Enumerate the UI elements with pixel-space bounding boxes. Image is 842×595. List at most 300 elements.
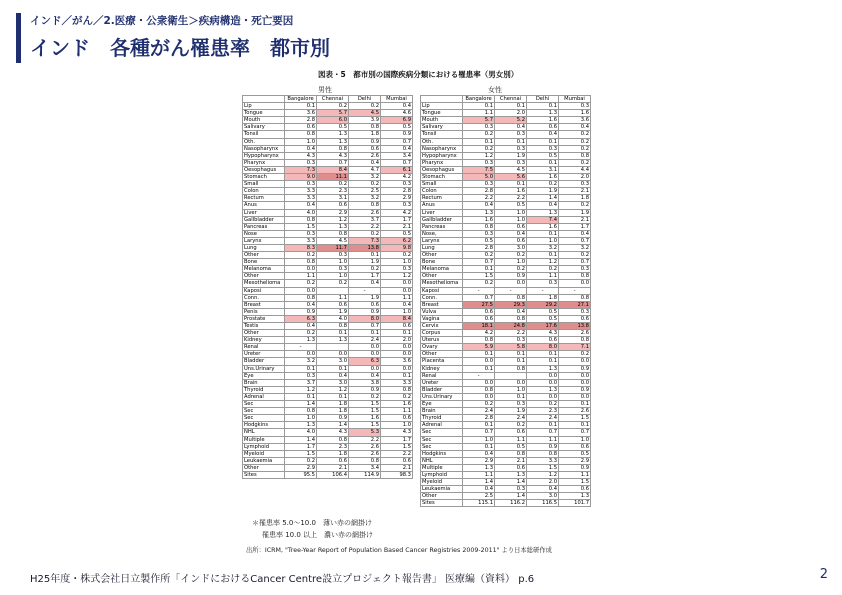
value-cell: 0.1 xyxy=(349,330,381,337)
value-cell: 0.4 xyxy=(285,323,317,330)
value-cell: 0.7 xyxy=(349,323,381,330)
value-cell: 1.6 xyxy=(381,401,413,408)
value-cell: 1.9 xyxy=(495,408,527,415)
value-cell: 3.4 xyxy=(349,464,381,471)
value-cell: 0.3 xyxy=(463,230,495,237)
table-row xyxy=(421,471,591,478)
site-cell: Pancreas xyxy=(421,223,463,230)
column-header: Mumbai xyxy=(381,96,413,103)
site-cell: Other xyxy=(243,252,285,259)
value-cell: 3.9 xyxy=(349,117,381,124)
value-cell: 0.8 xyxy=(317,323,349,330)
value-cell: 13.8 xyxy=(349,244,381,251)
site-cell: NHL xyxy=(421,457,463,464)
value-cell: 4.2 xyxy=(381,209,413,216)
value-cell: 4.3 xyxy=(317,429,349,436)
value-cell: 0.6 xyxy=(527,124,559,131)
value-cell: 0.9 xyxy=(559,464,591,471)
value-cell: 5.3 xyxy=(349,429,381,436)
value-cell: 1.8 xyxy=(559,195,591,202)
value-cell: 13.8 xyxy=(559,323,591,330)
value-cell: 1.0 xyxy=(495,259,527,266)
table-row xyxy=(421,230,591,237)
value-cell: 2.6 xyxy=(349,443,381,450)
site-cell: Nasopharynx xyxy=(243,145,285,152)
value-cell: 0.6 xyxy=(381,415,413,422)
site-cell: Melanoma xyxy=(243,266,285,273)
value-cell: 2.8 xyxy=(381,188,413,195)
site-cell: Small xyxy=(243,181,285,188)
value-cell: 0.2 xyxy=(381,252,413,259)
column-header: Delhi xyxy=(349,96,381,103)
site-cell: Other xyxy=(243,330,285,337)
value-cell: 3.6 xyxy=(285,110,317,117)
value-cell: 0.3 xyxy=(463,124,495,131)
table-row xyxy=(243,457,413,464)
value-cell: 5.6 xyxy=(495,174,527,181)
value-cell: 0.6 xyxy=(495,223,527,230)
value-cell: 0.2 xyxy=(559,252,591,259)
value-cell: 0.8 xyxy=(285,294,317,301)
value-cell: 0.1 xyxy=(463,351,495,358)
value-cell: 0.8 xyxy=(285,216,317,223)
value-cell: 0.3 xyxy=(527,280,559,287)
value-cell: 3.3 xyxy=(381,379,413,386)
value-cell: 1.5 xyxy=(527,464,559,471)
value-cell: 0.5 xyxy=(317,124,349,131)
table-row xyxy=(421,202,591,209)
column-header: Bangalore xyxy=(463,96,495,103)
value-cell: 0.4 xyxy=(285,301,317,308)
value-cell: 1.3 xyxy=(317,138,349,145)
table-row xyxy=(421,237,591,244)
table-row xyxy=(243,237,413,244)
value-cell: 0.3 xyxy=(559,181,591,188)
value-cell: 1.3 xyxy=(559,493,591,500)
value-cell: 0.6 xyxy=(381,323,413,330)
value-cell: 3.2 xyxy=(527,244,559,251)
value-cell: 0.3 xyxy=(381,181,413,188)
value-cell: 0.0 xyxy=(463,358,495,365)
value-cell: 0.7 xyxy=(527,429,559,436)
table-row xyxy=(421,174,591,181)
site-cell: Lung xyxy=(421,244,463,251)
value-cell: 0.4 xyxy=(495,308,527,315)
value-cell: 0.0 xyxy=(527,379,559,386)
table-row xyxy=(243,252,413,259)
value-cell: 1.6 xyxy=(463,216,495,223)
source-note: 出所：ICRM, "Tree-Year Report of Population Based Cancer Registries 2009-2011" より日本総研作成 xyxy=(246,547,552,554)
value-cell: 7.3 xyxy=(285,166,317,173)
value-cell: 1.8 xyxy=(317,401,349,408)
value-cell: 0.0 xyxy=(559,393,591,400)
site-cell: Uns.Urinary xyxy=(243,365,285,372)
table-row xyxy=(421,429,591,436)
value-cell: 4.5 xyxy=(317,237,349,244)
value-cell: 1.6 xyxy=(527,174,559,181)
value-cell: 0.2 xyxy=(463,252,495,259)
value-cell: 0.0 xyxy=(349,351,381,358)
value-cell: 0.8 xyxy=(495,365,527,372)
value-cell: 0.5 xyxy=(495,443,527,450)
value-cell: 0.0 xyxy=(381,351,413,358)
value-cell: 0.6 xyxy=(317,301,349,308)
value-cell: 8.0 xyxy=(527,344,559,351)
value-cell: 0.2 xyxy=(317,103,349,110)
value-cell: 1.7 xyxy=(381,216,413,223)
value-cell: 0.2 xyxy=(349,393,381,400)
value-cell: 1.0 xyxy=(317,259,349,266)
site-cell: Stomach xyxy=(243,174,285,181)
value-cell: 0.0 xyxy=(317,351,349,358)
value-cell: - xyxy=(495,287,527,294)
value-cell: 2.0 xyxy=(381,337,413,344)
site-cell: Adrenal xyxy=(421,422,463,429)
value-cell: 0.8 xyxy=(317,436,349,443)
value-cell: 0.2 xyxy=(527,401,559,408)
value-cell: 114.9 xyxy=(349,471,381,478)
table-row xyxy=(421,443,591,450)
table-row xyxy=(421,386,591,393)
value-cell: 0.6 xyxy=(381,457,413,464)
table-row xyxy=(243,323,413,330)
value-cell: 0.8 xyxy=(349,124,381,131)
table-row xyxy=(243,401,413,408)
site-cell: Nasopharynx xyxy=(421,145,463,152)
value-cell: 0.7 xyxy=(317,159,349,166)
value-cell: 4.0 xyxy=(285,429,317,436)
table-row xyxy=(421,323,591,330)
value-cell: 0.3 xyxy=(559,266,591,273)
value-cell: 0.9 xyxy=(381,131,413,138)
value-cell: 0.6 xyxy=(527,337,559,344)
value-cell: 4.7 xyxy=(349,166,381,173)
site-cell: Renal xyxy=(243,344,285,351)
site-cell: Colon xyxy=(421,188,463,195)
value-cell: 1.2 xyxy=(527,471,559,478)
table-row xyxy=(243,117,413,124)
value-cell: 1.3 xyxy=(527,365,559,372)
site-cell: Liver xyxy=(243,209,285,216)
site-cell: Rectum xyxy=(243,195,285,202)
value-cell: 0.1 xyxy=(381,372,413,379)
table-row xyxy=(243,422,413,429)
value-cell: 3.8 xyxy=(349,379,381,386)
site-cell: Pancreas xyxy=(243,223,285,230)
value-cell: 0.8 xyxy=(559,152,591,159)
table-row xyxy=(421,408,591,415)
site-cell: Lip xyxy=(421,103,463,110)
value-cell: 0.8 xyxy=(463,337,495,344)
table-row xyxy=(421,117,591,124)
site-cell: Breast xyxy=(243,301,285,308)
value-cell: 0.1 xyxy=(285,365,317,372)
value-cell: 0.4 xyxy=(559,124,591,131)
value-cell: 0.2 xyxy=(349,181,381,188)
value-cell: 0.1 xyxy=(317,365,349,372)
breadcrumb: インド／がん／2.医療・公衆衛生＞疾病構造・死亡要因 xyxy=(30,15,294,27)
table-row xyxy=(421,393,591,400)
site-cell: Kaposi xyxy=(421,287,463,294)
table-row xyxy=(421,103,591,110)
value-cell: - xyxy=(559,287,591,294)
site-cell: Hodgkins xyxy=(243,422,285,429)
value-cell: 2.0 xyxy=(527,479,559,486)
value-cell: 6.1 xyxy=(381,166,413,173)
table-row xyxy=(243,386,413,393)
value-cell: 3.1 xyxy=(317,195,349,202)
table-row xyxy=(421,252,591,259)
value-cell: 0.4 xyxy=(463,486,495,493)
table-row xyxy=(421,450,591,457)
table-row xyxy=(421,145,591,152)
value-cell: 0.9 xyxy=(527,443,559,450)
value-cell: 0.8 xyxy=(559,337,591,344)
table-row xyxy=(421,422,591,429)
value-cell: 2.4 xyxy=(495,415,527,422)
table-row xyxy=(421,259,591,266)
site-cell: Ureter xyxy=(421,379,463,386)
value-cell: 2.5 xyxy=(349,188,381,195)
value-cell: 0.8 xyxy=(285,131,317,138)
value-cell: 1.5 xyxy=(285,450,317,457)
site-cell: NHL xyxy=(243,429,285,436)
table-row xyxy=(243,464,413,471)
value-cell: 0.5 xyxy=(559,450,591,457)
site-cell: Corpus xyxy=(421,330,463,337)
value-cell: 2.4 xyxy=(527,415,559,422)
value-cell: 0.3 xyxy=(285,230,317,237)
value-cell: 0.1 xyxy=(495,358,527,365)
page-title: インド 各種がん罹患率 都市別 xyxy=(30,36,330,60)
value-cell: 1.0 xyxy=(495,386,527,393)
value-cell: 3.3 xyxy=(285,188,317,195)
value-cell: 0.4 xyxy=(349,159,381,166)
value-cell: 116.5 xyxy=(527,500,559,507)
value-cell: 0.6 xyxy=(495,429,527,436)
value-cell: 106.4 xyxy=(317,471,349,478)
value-cell: 0.8 xyxy=(349,202,381,209)
value-cell: 0.9 xyxy=(349,138,381,145)
value-cell: 0.2 xyxy=(285,252,317,259)
site-cell: Salivary xyxy=(421,124,463,131)
value-cell: 0.6 xyxy=(463,308,495,315)
value-cell: 3.2 xyxy=(349,195,381,202)
value-cell: 95.5 xyxy=(285,471,317,478)
value-cell: 0.2 xyxy=(463,145,495,152)
site-cell: Mouth xyxy=(243,117,285,124)
value-cell: 0.2 xyxy=(559,138,591,145)
value-cell: 1.1 xyxy=(381,408,413,415)
value-cell: 0.0 xyxy=(463,379,495,386)
value-cell: 0.6 xyxy=(285,124,317,131)
column-header xyxy=(421,96,463,103)
value-cell: 17.6 xyxy=(527,323,559,330)
value-cell: 3.3 xyxy=(285,195,317,202)
value-cell: 0.1 xyxy=(495,138,527,145)
value-cell: 4.3 xyxy=(317,152,349,159)
table-row xyxy=(243,351,413,358)
table-row xyxy=(421,138,591,145)
value-cell: 7.1 xyxy=(559,344,591,351)
table-header-row xyxy=(421,96,591,103)
site-cell: Breast xyxy=(421,301,463,308)
value-cell: 2.6 xyxy=(349,152,381,159)
value-cell: 2.6 xyxy=(349,450,381,457)
site-cell: Larynx xyxy=(243,237,285,244)
value-cell: 0.8 xyxy=(317,145,349,152)
value-cell: 11.1 xyxy=(317,174,349,181)
column-header xyxy=(243,96,285,103)
value-cell: 0.4 xyxy=(527,486,559,493)
value-cell: - xyxy=(527,287,559,294)
site-cell: Salivary xyxy=(243,124,285,131)
value-cell: 5.7 xyxy=(463,117,495,124)
value-cell: 1.3 xyxy=(317,131,349,138)
site-cell: Ureter xyxy=(243,351,285,358)
value-cell: 2.4 xyxy=(463,408,495,415)
table-row xyxy=(421,344,591,351)
site-cell: Kidney xyxy=(421,365,463,372)
value-cell: 0.0 xyxy=(381,287,413,294)
column-header: Bangalore xyxy=(285,96,317,103)
value-cell: 2.3 xyxy=(317,188,349,195)
value-cell: 0.2 xyxy=(349,103,381,110)
value-cell: 0.9 xyxy=(285,308,317,315)
value-cell: 0.0 xyxy=(285,351,317,358)
male-label: 男性 xyxy=(318,86,332,94)
table-row xyxy=(243,195,413,202)
value-cell: 1.2 xyxy=(285,386,317,393)
site-cell: Oth. xyxy=(421,138,463,145)
value-cell: 0.0 xyxy=(381,280,413,287)
value-cell: 8.4 xyxy=(381,315,413,322)
value-cell: 0.7 xyxy=(463,429,495,436)
value-cell: 2.2 xyxy=(495,330,527,337)
site-cell: Mesothelioma xyxy=(243,280,285,287)
value-cell: 0.1 xyxy=(463,266,495,273)
site-cell: Oth. xyxy=(243,138,285,145)
site-cell: Other xyxy=(421,252,463,259)
value-cell: 0.3 xyxy=(381,202,413,209)
table-row xyxy=(421,457,591,464)
value-cell: 0.3 xyxy=(495,159,527,166)
value-cell: 0.3 xyxy=(495,401,527,408)
value-cell: 0.2 xyxy=(495,266,527,273)
table-row xyxy=(421,244,591,251)
value-cell: 5.9 xyxy=(463,344,495,351)
value-cell: 0.8 xyxy=(559,294,591,301)
value-cell: 5.2 xyxy=(495,117,527,124)
site-cell: Testis xyxy=(243,323,285,330)
site-cell: Lung xyxy=(243,244,285,251)
value-cell: 1.3 xyxy=(463,464,495,471)
site-cell: Pharynx xyxy=(243,159,285,166)
value-cell: 0.2 xyxy=(349,266,381,273)
value-cell: 3.7 xyxy=(285,379,317,386)
value-cell: 0.0 xyxy=(527,372,559,379)
site-cell: Sec xyxy=(243,408,285,415)
site-cell: Other xyxy=(421,351,463,358)
value-cell: 0.6 xyxy=(559,443,591,450)
value-cell: 0.6 xyxy=(559,315,591,322)
table-row xyxy=(421,486,591,493)
value-cell: 1.2 xyxy=(317,386,349,393)
site-cell: Melanoma xyxy=(421,266,463,273)
value-cell: 1.7 xyxy=(381,436,413,443)
value-cell: 1.9 xyxy=(349,294,381,301)
value-cell: 0.4 xyxy=(381,103,413,110)
value-cell: 1.2 xyxy=(381,273,413,280)
value-cell: 0.4 xyxy=(463,450,495,457)
value-cell: 0.1 xyxy=(527,230,559,237)
table-row xyxy=(243,216,413,223)
value-cell: 0.2 xyxy=(527,181,559,188)
table-row xyxy=(243,429,413,436)
value-cell: 3.0 xyxy=(527,493,559,500)
value-cell: 1.1 xyxy=(527,273,559,280)
table-row xyxy=(243,124,413,131)
value-cell: 2.2 xyxy=(495,195,527,202)
value-cell: 1.4 xyxy=(463,479,495,486)
value-cell: 0.3 xyxy=(317,266,349,273)
value-cell: 0.1 xyxy=(495,351,527,358)
value-cell: 1.5 xyxy=(349,401,381,408)
site-cell: Sec xyxy=(421,443,463,450)
table-row xyxy=(243,358,413,365)
value-cell: 0.6 xyxy=(349,145,381,152)
value-cell: 5.8 xyxy=(495,344,527,351)
site-cell: Lip xyxy=(243,103,285,110)
site-cell: Renal xyxy=(421,372,463,379)
value-cell: 1.1 xyxy=(463,471,495,478)
value-cell: 0.9 xyxy=(559,386,591,393)
value-cell: 0.1 xyxy=(495,103,527,110)
table-row xyxy=(421,308,591,315)
table-row xyxy=(243,152,413,159)
value-cell: 2.8 xyxy=(285,117,317,124)
value-cell: 115.1 xyxy=(463,500,495,507)
table-row xyxy=(421,493,591,500)
value-cell: 2.2 xyxy=(349,223,381,230)
site-cell: Cervix xyxy=(421,323,463,330)
value-cell: 0.2 xyxy=(463,401,495,408)
value-cell: 116.2 xyxy=(495,500,527,507)
value-cell: 0.2 xyxy=(559,159,591,166)
table-row xyxy=(243,202,413,209)
table-row xyxy=(243,188,413,195)
value-cell: 0.9 xyxy=(495,273,527,280)
value-cell: 1.5 xyxy=(559,479,591,486)
value-cell: 0.2 xyxy=(527,266,559,273)
table-row xyxy=(243,287,413,294)
value-cell: 0.0 xyxy=(349,344,381,351)
site-cell: Larynx xyxy=(421,237,463,244)
title-accent-bar xyxy=(16,13,21,63)
value-cell: 0.0 xyxy=(495,379,527,386)
site-cell: Anus xyxy=(421,202,463,209)
value-cell: 1.9 xyxy=(559,209,591,216)
value-cell: 0.8 xyxy=(463,386,495,393)
table-row xyxy=(243,365,413,372)
site-cell: Brain xyxy=(243,379,285,386)
site-cell: Myeloid xyxy=(243,450,285,457)
value-cell: 2.6 xyxy=(559,330,591,337)
value-cell: 0.5 xyxy=(527,315,559,322)
value-cell: 3.6 xyxy=(559,117,591,124)
value-cell: 1.8 xyxy=(317,408,349,415)
value-cell: 4.0 xyxy=(317,315,349,322)
